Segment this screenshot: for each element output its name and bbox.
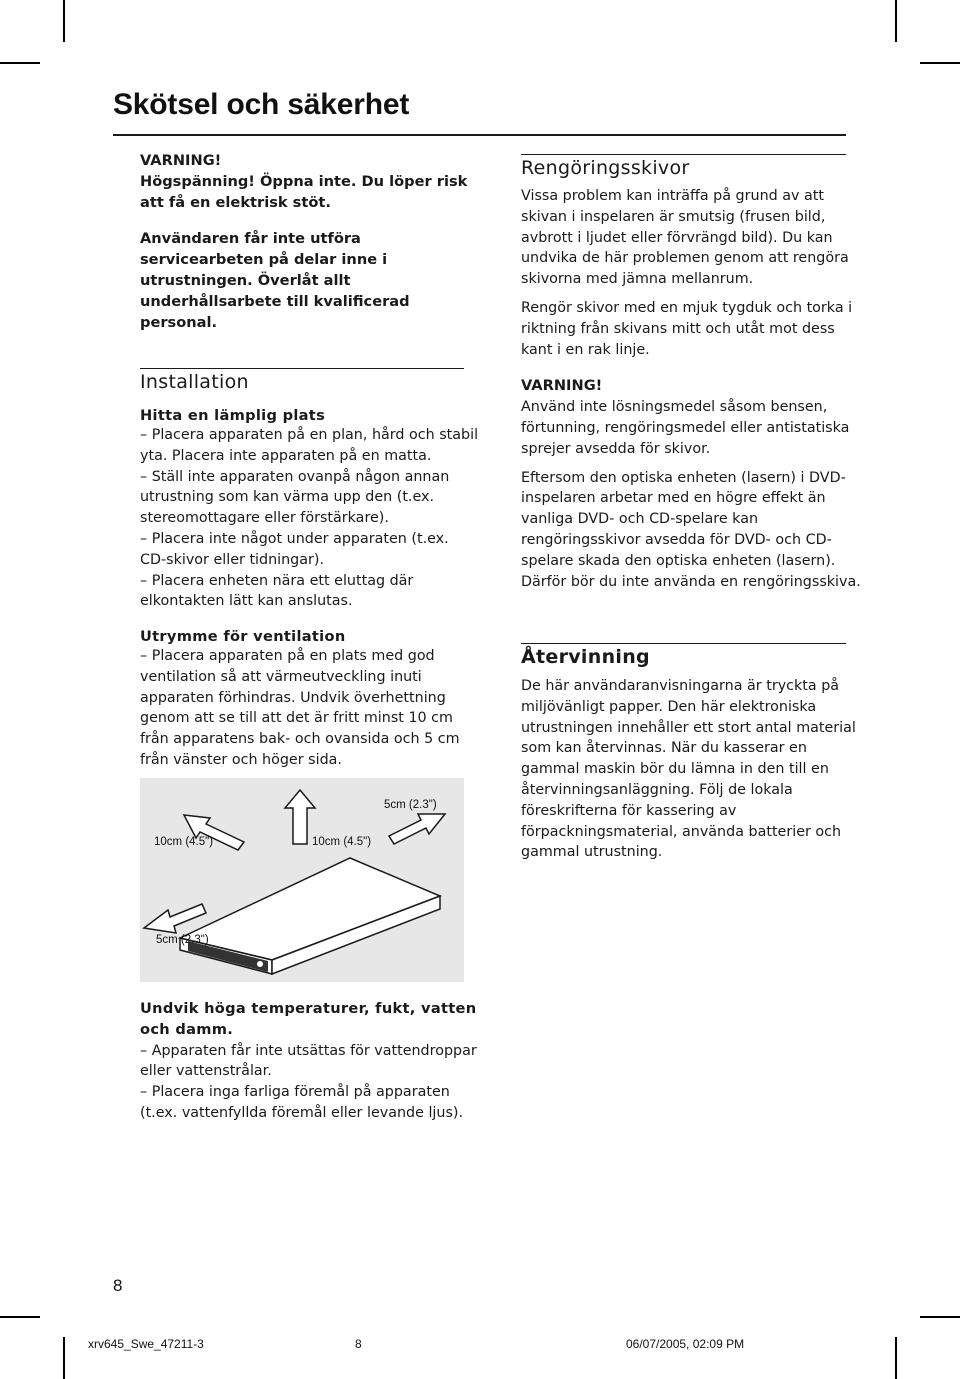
page-title: Skötsel och säkerhet — [113, 88, 410, 121]
warning-para-line: Användaren får inte utföra — [140, 230, 361, 248]
recycling-line: som kan återvinnas. När du kasserar en — [521, 740, 807, 757]
footer-timestamp: 06/07/2005, 02:09 PM — [626, 1337, 745, 1351]
installation-line: utrustning som kan värma upp den (t.ex. — [140, 489, 435, 506]
cleaning-line: skivan i inspelaren är smutsig (frusen bild, — [521, 208, 826, 225]
page-number: 8 — [113, 1276, 123, 1295]
warning-line: att få en elektrisk stöt. — [140, 193, 331, 211]
cleaning-line: Därför bör du inte använda en rengöringsskiva. — [521, 573, 861, 590]
installation-section — [140, 371, 480, 612]
cleaning-line: förtunning, rengöringsmedel eller antistatiska — [521, 419, 850, 436]
recycling-line: utrustningen innehåller ett stort antal material — [521, 719, 856, 736]
crop-mark — [895, 1337, 897, 1379]
diagram-label-bottom: 5cm (2.3") — [156, 934, 209, 946]
crop-mark — [920, 1316, 960, 1318]
cleaning-line: inspelaren arbetar med en högre effekt än — [521, 490, 826, 507]
cleaning-line: avbrott i ljudet eller förvrängd bild). Du kan — [521, 229, 833, 246]
installation-line: – Placera apparaten på en plan, hård och stabil — [140, 427, 479, 443]
arrow-up-icon — [285, 790, 315, 844]
recycling-line: De här användaranvisningarna är tryckta på — [521, 678, 840, 694]
heat-subheading: och damm. — [140, 1020, 234, 1038]
device-top — [180, 858, 440, 960]
warning-para-line: underhållsarbete till kvalificerad — [140, 292, 410, 310]
diagram-label-right: 5cm (2.3") — [384, 799, 437, 811]
crop-mark — [895, 0, 897, 42]
cleaning-line: kant i en rak linje. — [521, 341, 650, 358]
arrow-right-icon — [389, 814, 445, 844]
cleaning-line: riktning från skivans mitt och utåt mot dess — [521, 320, 835, 337]
installation-line: – Ställ inte apparaten ovanpå någon annan — [140, 468, 450, 485]
heat-line: – Apparaten får inte utsättas för vattendroppar — [140, 1042, 477, 1059]
installation-line: – Placera inte något under apparaten (t.ex. — [140, 530, 449, 547]
cleaning-line: Rengör skivor med en mjuk tygduk och torka i — [521, 299, 853, 316]
crop-mark — [63, 1337, 65, 1379]
crop-mark — [920, 62, 960, 64]
warning-para-line: utrustningen. Överlåt allt — [140, 271, 351, 289]
cleaning-warning-title: VARNING! — [521, 377, 603, 395]
ventilation-line: genom att se till att det är fritt minst 10 cm — [140, 710, 453, 727]
installation-line: yta. Placera inte apparaten på en matta. — [140, 447, 432, 464]
diagram-label-top: 10cm (4.5") — [312, 836, 372, 848]
cleaning-line: rengöringsskivor avsedda för DVD- och CD- — [521, 531, 832, 548]
installation-line: – Placera enheten nära ett eluttag där — [140, 572, 414, 589]
section-rule — [521, 643, 846, 644]
cleaning-line: skivorna med jämna mellanrum. — [521, 271, 754, 288]
cleaning-line: Eftersom den optiska enheten (lasern) i DVD- — [521, 469, 846, 486]
warning-para-line: servicearbeten på delar inne i — [140, 251, 388, 269]
section-rule — [521, 154, 846, 155]
ventilation-line: apparaten förhindras. Undvik överhettning — [140, 689, 446, 706]
ventilation-line: från apparatens bak- och ovansida och 5 cm — [140, 731, 460, 748]
installation-line: stereomottagare eller förstärkare). — [140, 510, 389, 527]
crop-mark — [0, 1316, 40, 1318]
heat-line: (t.ex. vattenfyllda föremål eller levande ljus). — [140, 1104, 464, 1121]
section-rule — [140, 368, 464, 369]
ventilation-line: – Placera apparaten på en plats med god — [140, 648, 435, 664]
footer-page: 8 — [355, 1337, 362, 1351]
recycling-line: gammal maskin bör du lämna in den till en — [521, 761, 829, 778]
warning-para-line: personal. — [140, 313, 218, 331]
warning-title: VARNING! — [140, 152, 222, 169]
ventilation-section — [140, 628, 480, 771]
recycling-line: förpackningsmaterial, använda batterier och — [521, 823, 842, 840]
title-rule — [113, 134, 846, 136]
recycling-line: miljövänligt papper. Den här elektroniska — [521, 698, 817, 715]
cleaning-line: Vissa problem kan inträffa på grund av att — [521, 188, 824, 204]
power-button-icon — [257, 961, 263, 967]
heat-section — [140, 999, 480, 1124]
cleaning-line: sprejer avsedda för skivor. — [521, 440, 711, 457]
cleaning-section — [521, 157, 861, 592]
ventilation-subheading: Utrymme för ventilation — [140, 628, 346, 645]
cleaning-heading: Rengöringsskivor — [521, 157, 690, 179]
ventilation-line: ventilation så att värmeutveckling inuti — [140, 668, 422, 685]
ventilation-diagram — [140, 778, 464, 982]
crop-mark — [63, 0, 65, 42]
footer-file: xrv645_Swe_47211-3 — [88, 1337, 204, 1351]
heat-line: – Placera inga farliga föremål på apparaten — [140, 1084, 450, 1101]
recycling-line: föreskrifterna för kassering av — [521, 802, 737, 819]
arrow-down-left-icon — [144, 904, 206, 933]
heat-line: eller vattenstrålar. — [140, 1063, 272, 1080]
crop-mark — [0, 62, 40, 64]
recycling-line: gammal utrustning. — [521, 844, 663, 861]
cleaning-line: Använd inte lösningsmedel såsom bensen, — [521, 399, 828, 416]
installation-subheading: Hitta en lämplig plats — [140, 407, 326, 424]
warning-line: Högspänning! Öppna inte. Du löper risk — [140, 172, 468, 190]
recycling-line: återvinningsanläggning. Följ de lokala — [521, 781, 793, 798]
installation-heading: Installation — [140, 371, 249, 393]
cleaning-line: spelare skada den optiska enheten (lasern). — [521, 552, 836, 569]
heat-subheading: Undvik höga temperaturer, fukt, vatten — [140, 1000, 477, 1017]
warning-block — [140, 151, 470, 333]
diagram-label-left: 10cm (4.5") — [154, 836, 214, 848]
recycling-section — [521, 646, 861, 863]
ventilation-line: från vänster och höger sida. — [140, 751, 342, 768]
installation-line: elkontakten lätt kan anslutas. — [140, 593, 353, 610]
cleaning-line: undvika de här problemen genom att rengöra — [521, 250, 849, 267]
recycling-heading: Återvinning — [521, 646, 650, 668]
cleaning-line: vanliga DVD- och CD-spelare kan — [521, 511, 759, 528]
installation-line: CD-skivor eller tidningar). — [140, 551, 325, 568]
